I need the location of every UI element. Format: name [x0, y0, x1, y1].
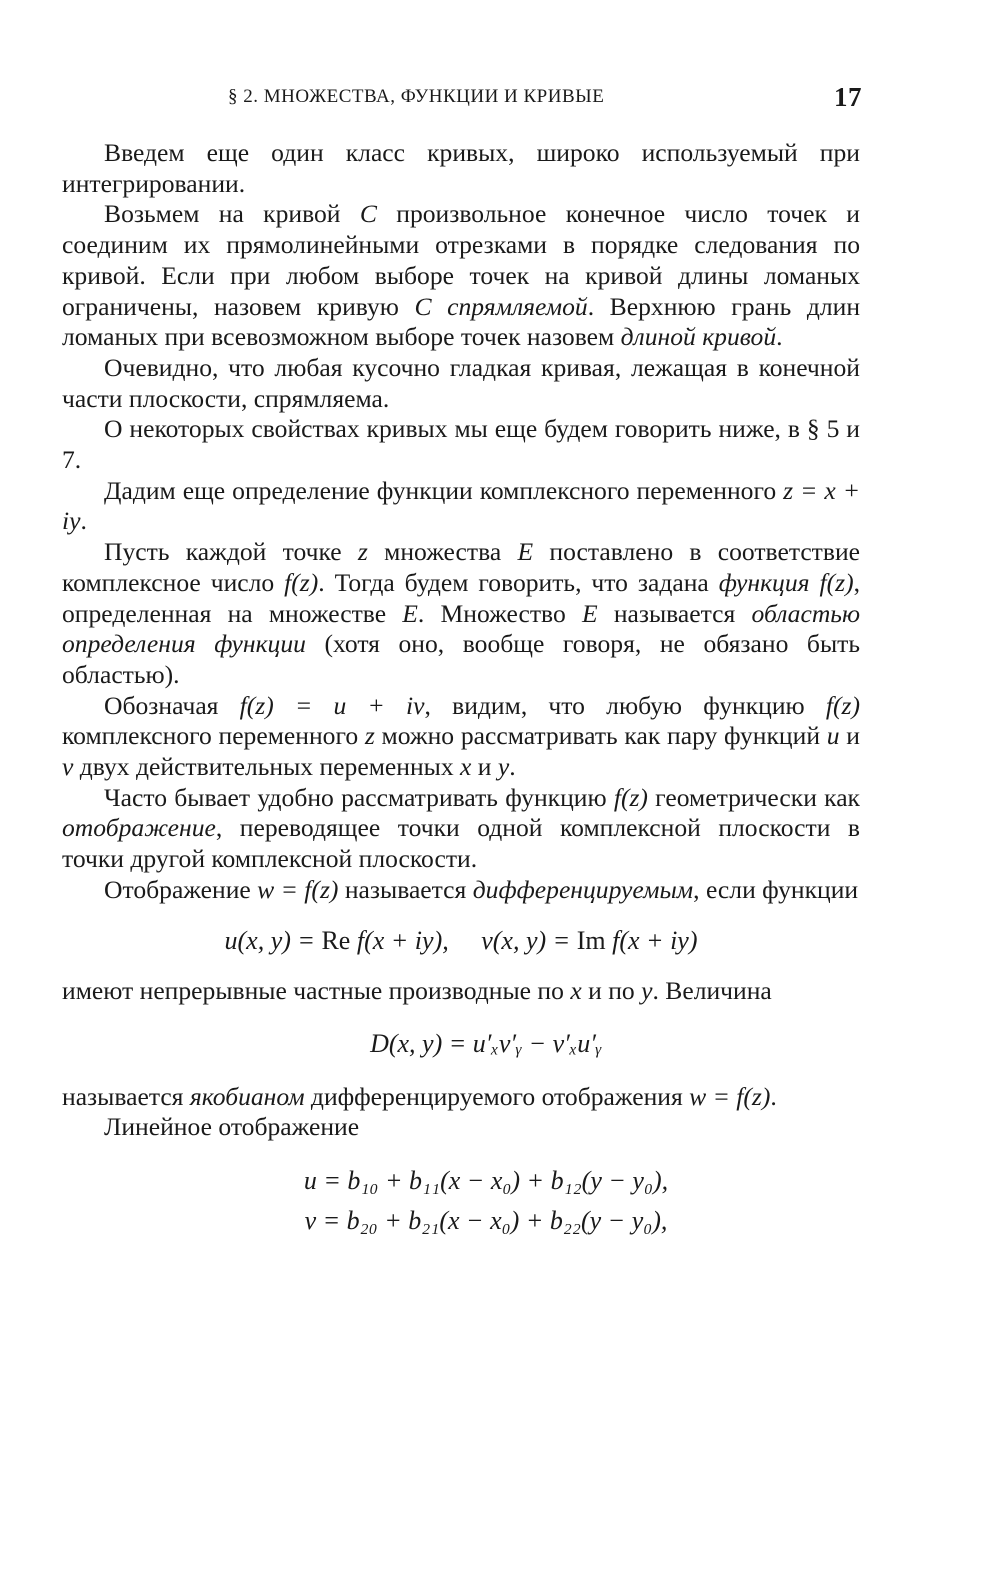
formula-text: D(x, y) = u′ₓv′ᵧ − v′ₓu′ᵧ: [370, 1028, 602, 1058]
text-run: называется: [338, 874, 473, 904]
formula-line-v: v = b₂₀ + b₂₁(x − x₀) + b₂₂(y − y₀),: [304, 1206, 668, 1236]
math-symbol: E: [581, 598, 598, 628]
text-run: Отображение: [104, 874, 258, 904]
term-mapping: отображение: [62, 813, 216, 843]
text-run: , если функции: [693, 874, 859, 904]
text-run: дифференцируемого отображения: [304, 1081, 690, 1111]
math-expression: f(z): [613, 782, 648, 812]
text-run: Возьмем на кривой: [104, 199, 360, 229]
formula-linear-system: [62, 1143, 860, 1241]
math-expression: w = f(z): [257, 874, 339, 904]
paragraph-linear-mapping: [62, 1112, 860, 1143]
text-run: , определенная на множестве: [62, 567, 860, 628]
math-symbol: v: [62, 752, 74, 782]
math-symbol: y: [497, 752, 510, 782]
math-expression: f(z): [284, 567, 319, 597]
text-run: называется: [597, 598, 752, 628]
math-symbol: x: [460, 752, 472, 782]
paragraph-function-def: [62, 476, 860, 537]
term-function: функция: [718, 567, 810, 597]
text-run: .: [80, 506, 87, 536]
paragraph-mapping: [62, 783, 860, 875]
formula-operator-re: Re: [321, 925, 351, 955]
text-run: Обозначая: [104, 690, 240, 720]
formula-part: u(x, y) =: [224, 925, 322, 955]
text-run: комплексного переменного: [62, 721, 365, 751]
paragraph-text: Линейное отображение: [104, 1112, 360, 1142]
text-run: . Множество: [417, 598, 582, 628]
text-run: . Тогда будем говорить, что задана: [318, 567, 719, 597]
term-curve-length: длиной кривой: [620, 322, 777, 352]
text-run: Часто бывает удобно рассматривать функцию: [104, 782, 614, 812]
math-symbol: E: [402, 598, 418, 628]
term-domain: областью определения функции: [62, 598, 860, 659]
math-expression: f(z) = u + iv: [239, 690, 425, 720]
text-run: , переводящее точки одной комплексной плоскости в точки другой комплексной плоскости.: [62, 813, 860, 874]
term-rectifiable: C спрямляемой: [414, 291, 588, 321]
math-expression: f(z): [809, 567, 854, 597]
text-run: и: [471, 752, 498, 782]
text-run: произвольное конечное число точек и соединим их прямолинейными отрезками в порядке следования по кривой. Если при любом выборе точек на кривой длины ломаных ограничены, назовем кривую: [62, 199, 860, 321]
term-differentiable: дифференцируемым: [472, 874, 694, 904]
formula-jacobian: [62, 1007, 860, 1082]
text-run: и: [839, 721, 860, 751]
text-run: (хотя оно, вообще говоря, не обязано быть областью).: [62, 629, 861, 689]
paragraph-properties: [62, 414, 860, 475]
text-run: Дадим еще определение функции комплексного переменного: [104, 475, 784, 505]
text-run: , видим, что любую функцию: [424, 690, 826, 720]
math-symbol: C: [359, 199, 377, 229]
formula-line-u: u = b₁₀ + b₁₁(x − x₀) + b₁₂(y − y₀),: [303, 1166, 669, 1196]
page-body: [62, 138, 860, 1241]
paragraph-jacobian: [62, 1082, 860, 1113]
math-expression: f(z): [825, 690, 860, 720]
paragraph-partial-derivatives: [62, 976, 860, 1007]
text-run: называется: [62, 1081, 190, 1111]
text-run: . Величина: [652, 976, 772, 1006]
paragraph-text: Очевидно, что любая кусочно гладкая кривая, лежащая в конечной части плоскости, спрямляема.: [62, 352, 860, 413]
paragraph-function-domain: [62, 537, 860, 691]
text-run: имеют непрерывные частные производные по: [62, 976, 571, 1006]
text-run: множества: [367, 537, 518, 567]
paragraph-real-functions: [62, 691, 860, 783]
math-symbol: E: [517, 537, 534, 567]
math-expression: z = x + iy: [62, 475, 860, 536]
text-run: двух действительных переменных: [73, 752, 461, 782]
text-run: можно рассматривать как пару функций: [374, 721, 827, 751]
formula-real-imag-parts: [62, 906, 860, 977]
text-run: Пусть каждой точке: [104, 537, 358, 567]
paragraph-text: Введем еще один класс кривых, широко используемый при интегрировании.: [62, 138, 860, 198]
text-run: .: [776, 322, 783, 352]
math-symbol: y: [641, 976, 653, 1006]
math-symbol: z: [364, 721, 375, 751]
text-run: . Верхнюю грань длин ломаных при всевозможном выборе точек назовем: [62, 291, 861, 352]
text-run: .: [770, 1081, 777, 1111]
page-number: 17: [834, 82, 862, 112]
math-symbol: x: [570, 976, 582, 1006]
math-symbol: z: [357, 537, 368, 567]
text-run: геометрически как: [647, 782, 860, 812]
paragraph-differentiable: [62, 875, 860, 906]
formula-operator-im: Im: [576, 925, 606, 955]
section-title: § 2. МНОЖЕСТВА, ФУНКЦИИ И КРИВЫЕ: [228, 86, 605, 107]
formula-part: f(x + iy), v(x, y) =: [350, 925, 577, 955]
math-symbol: u: [826, 721, 840, 751]
math-expression: w = f(z): [689, 1081, 771, 1111]
formula-part: f(x + iy): [605, 925, 698, 955]
text-run: .: [509, 752, 516, 782]
paragraph-curve-class: [62, 138, 860, 199]
paragraph-smooth-curve: [62, 353, 860, 414]
term-jacobian: якобианом: [189, 1081, 305, 1111]
paragraph-rectifiable: [62, 199, 860, 353]
paragraph-text: О некоторых свойствах кривых мы еще будем говорить ниже, в § 5 и 7.: [62, 414, 860, 475]
running-header: [228, 82, 862, 112]
text-run: и по: [581, 976, 642, 1006]
text-run: поставлено в соответствие комплексное число: [62, 537, 861, 597]
